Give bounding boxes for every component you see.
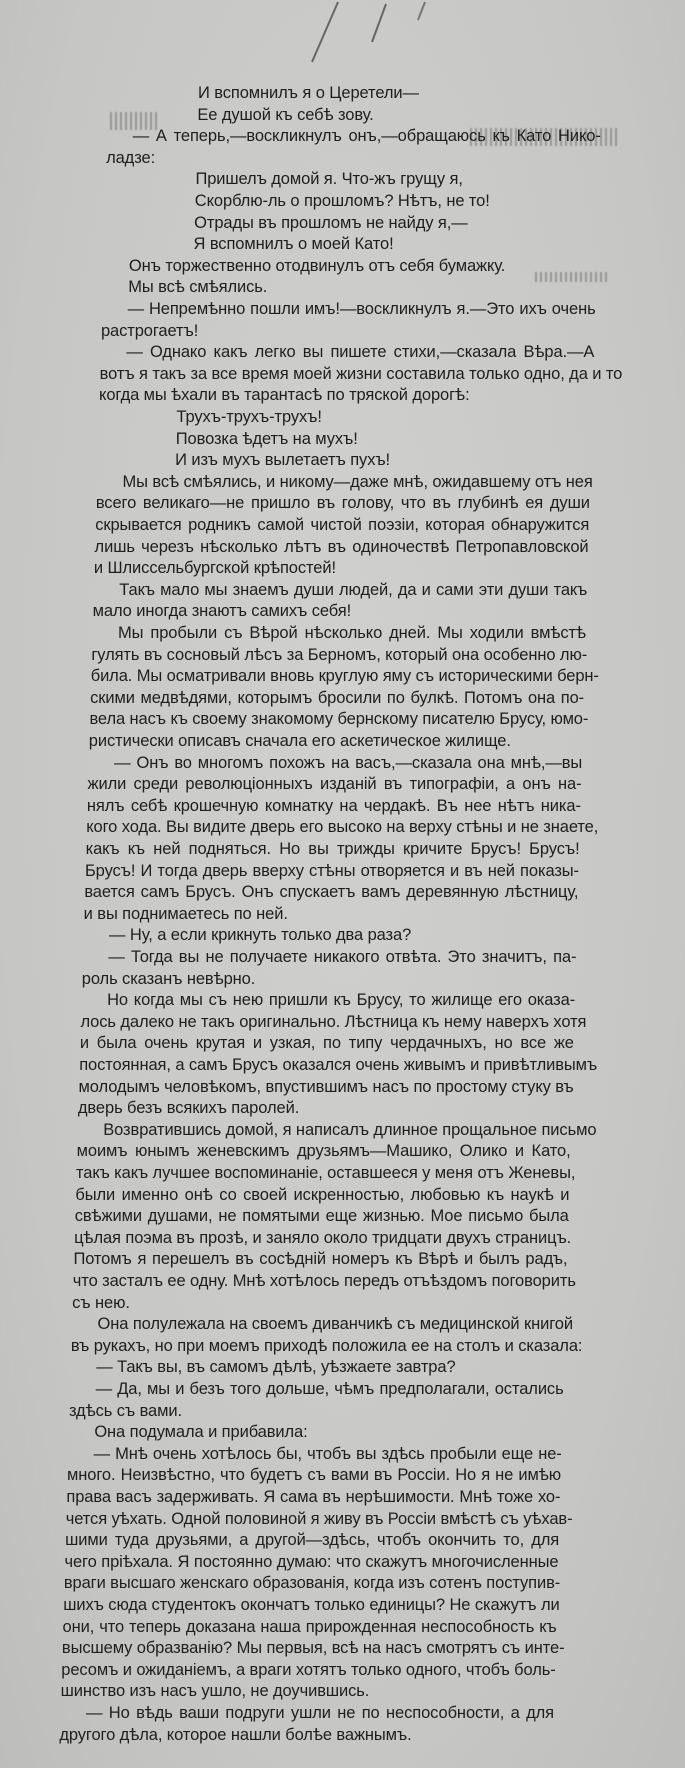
verse-line: Пришелъ домой я. Что-жъ грущу я, — [195, 170, 463, 189]
handwritten-page-mark — [0, 0, 685, 80]
text-line: шихъ сюда студентокъ окончатъ только единицы? Не скажутъ ли — [63, 1596, 560, 1614]
text-line: другого дѣла, которое нашли болѣе важнымъ. — [59, 1725, 412, 1744]
verse-line: Я вспомнилъ о моей Като! — [193, 235, 394, 254]
text-line: враги высшаго женскаго образованія, когда изъ сотенъ поступив- — [63, 1574, 561, 1593]
text-line: жили среди революціонныхъ изданій въ типографіи, а онъ на- — [87, 775, 582, 794]
text-line: шинство изъ насъ ушло, не доучившись. — [60, 1682, 370, 1701]
text-line: всего великаго—не пришло въ голову, что въ глубинѣ ея души — [95, 494, 590, 513]
text-line: — Тогда вы не получаете никакого отвѣта. Это значитъ, па- — [108, 948, 577, 966]
text-line: и Шлиссельбургской крѣпостей! — [93, 559, 336, 578]
text-line: вела насъ къ своему знакомому бернскому писателю Брусу, юмо- — [89, 710, 589, 729]
text-line: Такъ мало мы знаемъ души людей, да и сами эти души такъ — [119, 580, 588, 599]
text-line: ресомъ и ожиданіемъ, а враги хотятъ только одного, чтобъ боль- — [61, 1660, 556, 1679]
text-line: — Мнѣ очень хотѣлось бы, чтобъ вы здѣсь пробыли еще не- — [93, 1444, 562, 1463]
text-line: вается самъ Брусъ. Онъ спускаетъ вамъ деревянную лѣстницу, — [84, 883, 579, 902]
text-line: мало иногда знаютъ самихъ себя! — [92, 602, 352, 621]
text-line: Она полулежала на своемъ диванчикѣ съ медицинской книгой — [97, 1315, 574, 1334]
verse-line: Повозка ѣдетъ на мухъ! — [175, 429, 358, 448]
text-line: много. Неизвѣстно, что будетъ съ вами въ Россіи. Но я не имѣю — [67, 1466, 562, 1485]
verse-line: Скорблю-ль о прошломъ? Нѣтъ, не то! — [194, 192, 490, 210]
text-line: и была очень крутая и узкая, по типу чердачныхъ, но все же — [79, 1034, 574, 1053]
text-line: Но когда мы съ нею пришли къ Брусу, то жилище его оказа- — [107, 991, 576, 1010]
text-line: — Однако какъ легко вы пишете стихи,—сказала Вѣра.—А — [126, 343, 595, 362]
text-line: растрогаетъ! — [100, 321, 199, 340]
text-line: моимъ юнымъ женевскимъ друзьямъ—Машико, Олико и Като, — [76, 1142, 571, 1161]
text-line: Она подумала и прибавила: — [94, 1423, 308, 1442]
text-line: скрывается родникъ самой чистой поэзіи, которая обнаружится — [95, 516, 590, 534]
text-line: были именно онѣ со своей искренностью, любовью къ наукѣ и — [75, 1185, 570, 1204]
text-line: здѣсь съ вами. — [68, 1401, 182, 1420]
verse-line: Отрады въ прошломъ не найду я,— — [194, 213, 468, 232]
text-line: какъ къ ней подняться. Но вы трижды кричите Брусъ! Брусъ! — [85, 840, 580, 858]
verse-line: И изъ мухъ вылетаетъ пухъ! — [175, 451, 391, 470]
text-line: съ нею. — [72, 1293, 130, 1312]
text-line: ристически описавъ сначала его аскетическое жилище. — [88, 732, 511, 750]
text-line: права васъ задерживать. Я сама въ нерѣшимости. Мнѣ тоже хо- — [66, 1488, 561, 1506]
text-line: била. Мы осматривали вновь круглую яму съ историческими берн- — [90, 667, 599, 686]
verse-line: Ее душой къ себѣ зову. — [197, 105, 374, 124]
verse-line: И вспомнилъ я о Церетели— — [198, 84, 419, 102]
text-line: дверь безъ всякихъ паролей. — [77, 1099, 300, 1118]
text-line: вотъ я такъ за все время моей жизни составила только одно, да и то — [99, 364, 623, 383]
text-line: — А теперь,—воскликнулъ онъ,—обращаюсь къ Като Нико- — [132, 127, 601, 146]
text-line: свѣжими душами, не помятыми еще жизнью. Мое письмо была — [74, 1207, 569, 1226]
text-line: ладзе: — [106, 148, 156, 167]
text-line: — Ну, а если крикнуть только два раза? — [109, 926, 412, 945]
text-line: постоянная, а самъ Брусъ оказался очень живымъ и привѣтливымъ — [79, 1056, 598, 1074]
text-line: чется уѣхать. Одной половиной я живу въ Россіи вмѣстѣ съ уѣхав- — [65, 1509, 573, 1528]
text-line: Онъ торжественно отодвинулъ отъ себя бумажку. — [128, 256, 506, 275]
text-line: лишь черезъ нѣсколько лѣтъ въ одиночествѣ Петропавловской — [94, 537, 589, 556]
text-line: — Такъ вы, въ самомъ дѣлѣ, уѣзжаете завтра? — [96, 1358, 456, 1377]
text-line: шими туда друзьями, а другой—здѣсь, чтобъ окончить то, для — [65, 1531, 560, 1550]
text-line: кого хода. Вы видите дверь его высоко на верху стѣны и не знаете, — [86, 818, 599, 837]
text-line: чего пріѣхала. Я постоянно думаю: что скажутъ многочисленные — [64, 1552, 559, 1571]
verse-line: Трухъ-трухъ-трухъ! — [176, 408, 322, 426]
text-line: нялъ себѣ крошечную комнатку на чердакѣ. Въ нее нѣтъ ника- — [86, 796, 581, 815]
text-line: цѣлая поэма въ прозѣ, и заняло около тридцати двухъ страницъ. — [74, 1228, 572, 1247]
text-line: — Да, мы и безъ того дольше, чѣмъ предполагали, остались — [95, 1380, 564, 1398]
text-line: высшему образванію? Мы первыя, всѣ на насъ смотрятъ съ инте- — [61, 1639, 565, 1658]
text-line: Потомъ я перешелъ въ сосѣдній номеръ къ Вѣрѣ и былъ радъ, — [73, 1250, 568, 1269]
text-line: Возвратившись домой, я написалъ длинное прощальное письмо — [103, 1120, 597, 1139]
text-line: они, что теперь доказана наша прирожденная неспособность къ — [62, 1617, 557, 1636]
text-line: — Непремѣнно пошли имъ!—воскликнулъ я.—Это ихъ очень — [127, 300, 596, 318]
text-line: Мы всѣ смѣялись. — [128, 278, 268, 297]
text-line: что засталъ ее одну. Мнѣ хотѣлось передъ отъѣздомъ поговорить — [72, 1272, 576, 1290]
text-line: — Онъ во многомъ похожъ на васъ,—сказала она мнѣ,—вы — [114, 753, 583, 772]
text-line: такъ какъ лучшее воспоминаніе, оставшееся у меня отъ Женевы, — [76, 1164, 576, 1182]
text-line: гулять въ сосновый лѣсъ за Берномъ, который она особенно лю- — [91, 645, 588, 664]
text-line: роль сказанъ невѣрно. — [81, 969, 256, 988]
text-line: скими медвѣдями, которымъ бросили по булкѣ. Потомъ она по- — [90, 688, 585, 707]
text-line: когда мы ѣхали въ тарантасѣ по тряской дорогѣ: — [99, 386, 470, 405]
text-line: въ рукахъ, но при моемъ приходѣ положила ее на столъ и сказала: — [70, 1336, 583, 1355]
text-line: — Но вѣдь ваши подруги ушли не по неспособности, а для — [86, 1704, 554, 1722]
text-line: Мы всѣ смѣялись, и никому—даже мнѣ, ожидавшему отъ нея — [122, 472, 593, 491]
text-line: Мы пробыли съ Вѣрой нѣсколько дней. Мы ходили вмѣстѣ — [118, 624, 586, 642]
text-line: и вы поднимаетесь по ней. — [83, 904, 288, 923]
text-line: молодымъ человѣкомъ, впустившимъ насъ по простому стуку въ — [78, 1077, 574, 1096]
text-line: лось далеко не такъ оригинально. Лѣстница къ нему наверхъ хотя — [80, 1012, 587, 1031]
text-line: Брусъ! И тогда дверь вверху стѣны отворяется и въ ней показы- — [84, 861, 579, 880]
